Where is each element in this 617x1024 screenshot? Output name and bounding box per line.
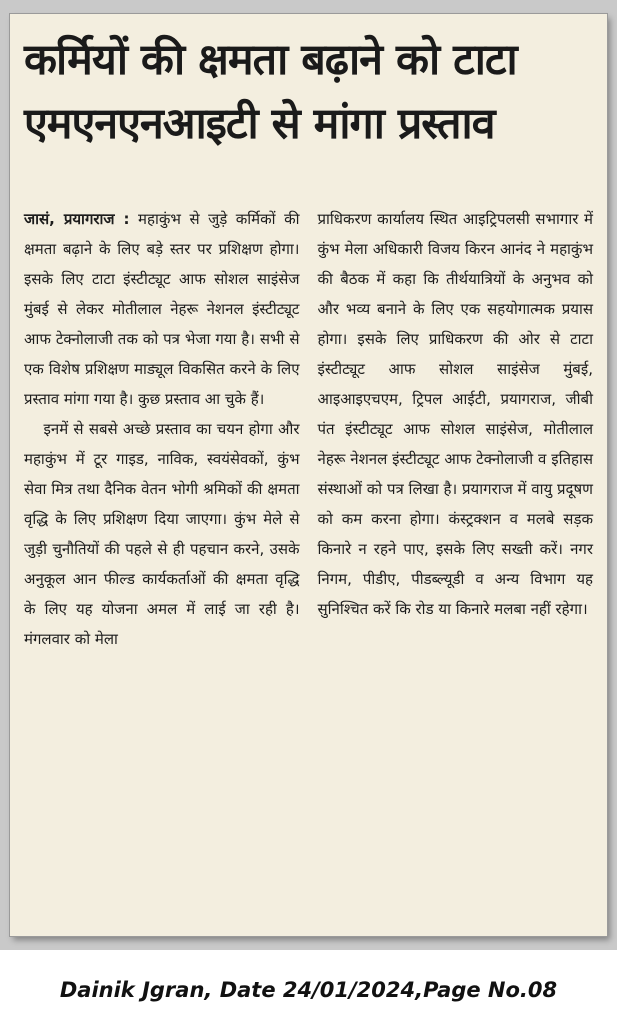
dateline: जासं, प्रयागराज : — [24, 210, 130, 228]
column-right — [318, 204, 594, 926]
paragraph: प्राधिकरण कार्यालय स्थित आइट्रिपलसी सभागार में कुंभ मेला अधिकारी विजय किरन आनंद ने महाकुंभ की बैठक में कहा कि तीर्थयात्रियों के अनुभव को और भव्य बनाने के लिए एक सहयोगात्मक प्रयास होगा। इसके लिए प्राधिकरण की ओर से टाटा इंस्टीट्यूट आफ सोशल साइंसेज मुंबई, आइआइएचएम, ट्रिपल आईटी, प्रयागराज, जीबी पंत इंस्टीट्यूट आफ सोशल साइंसेज, मोतीलाल नेहरू नेशनल इंस्टीट्यूट आफ टेक्नोलाजी व इतिहास संस्थाओं को पत्र लिखा है। प्रयागराज में वायु प्रदूषण को कम करना होगा। कंस्ट्रक्शन व मलबे सड़क किनारे न रहने पाए, इसके लिए सख्ती करें। नगर निगम, पीडीए, पीडब्ल्यूडी व अन्य विभाग यह सुनिश्चित करें कि रोड या किनारे मलबा नहीं रहेगा। — [317, 210, 593, 618]
article-headline — [10, 14, 607, 156]
headline-line-1: कर्मियों की क्षमता बढ़ाने को टाटा — [24, 35, 517, 85]
paragraph-text: महाकुंभ से जुड़े कर्मिकों की क्षमता बढ़ाने के लिए बड़े स्तर पर प्रशिक्षण होगा। इसके लिए टाटा इंस्टीट्यूट आफ सोशल साइंसेज मुंबई से लेकर मोतीलाल नेहरू नेशनल इंस्टीट्यूट आफ टेक्नोलाजी तक को पत्र भेजा गया है। सभी से एक विशेष प्रशिक्षण माड्यूल विकसित करने के लिए प्रस्ताव मांगा गया है। कुछ प्रस्ताव आ चुके हैं। — [24, 210, 300, 408]
paragraph: इनमें से सबसे अच्छे प्रस्ताव का चयन होगा और महाकुंभ में टूर गाइड, नाविक, स्वयंसेवकों, कुंभ सेवा मित्र तथा दैनिक वेतन भोगी श्रमिकों की क्षमता वृद्धि के लिए प्रशिक्षण दिया जाएगा। कुंभ मेले से जुड़ी चुनौतियों की पहले से ही पहचान करने, उसके अनुकूल आन फील्ड कार्यकर्ताओं की क्षमता वृद्धि के लिए यह योजना अमल में लाई जा रही है। मंगलवार को मेला — [24, 420, 300, 648]
article-body — [24, 204, 593, 926]
paragraph — [24, 204, 300, 414]
source-caption: Dainik Jgran, Date 24/01/2024,Page No.08 — [59, 978, 558, 1002]
newspaper-clipping — [10, 14, 607, 936]
column-left — [24, 204, 300, 926]
headline-line-2: एमएनएनआइटी से मांगा प्रस्ताव — [24, 99, 495, 149]
